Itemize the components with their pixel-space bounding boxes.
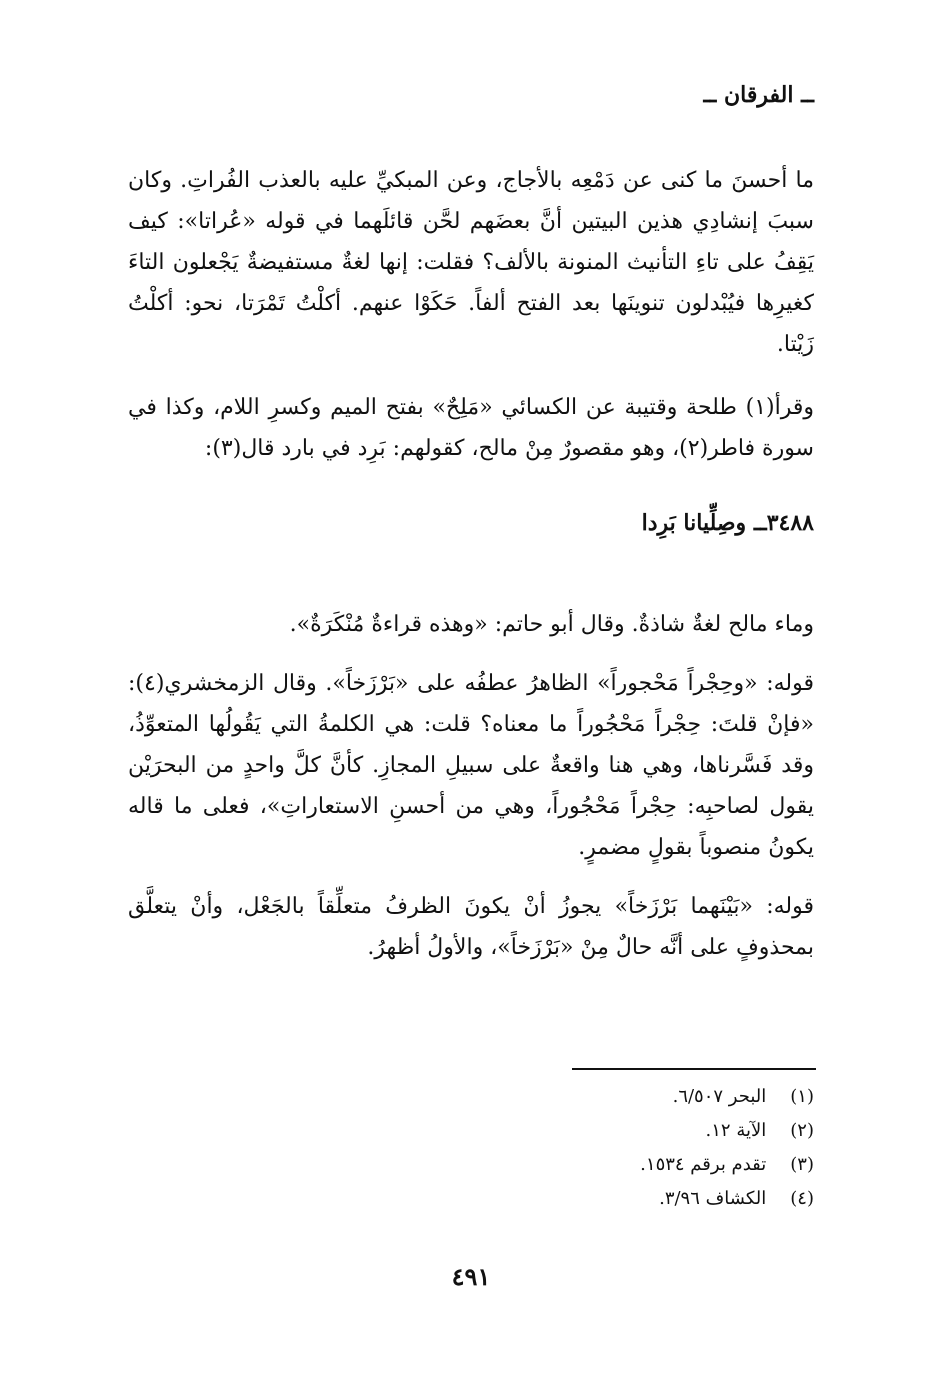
footnote-item: [514, 1114, 814, 1148]
footnote-separator: [572, 1068, 816, 1070]
footnote-item: [514, 1148, 814, 1182]
footnote-number: (١): [790, 1086, 814, 1107]
verse-line: ٣٤٨٨ــ وصِلِّيانا بَرِدا: [641, 510, 814, 536]
footnote-text: تقدم برقم ١٥٣٤.: [640, 1154, 767, 1175]
paragraph: ما أحسنَ ما كنى عن دَمْعِه بالأجاج، وعن المبكيِّ عليه بالعذب الفُراتِ. وكان سببَ إنشادِي هذين البيتين أنَّ بعضَهم لحَّن قائلَهما في قوله «عُراتا»: كيف يَقِفُ على تاءِ التأنيث المنونة بالألف؟ فقلت: إنها لغةٌ مستفيضةٌ يَجْعلون التاءَ كغيرِها فيُبْدلون تنوينَها بعد الفتح ألفاً. حَكَوْا عنهم. أكلْتُ تَمْرَتا، نحو: أكلْتُ زَيْتا.: [128, 168, 814, 357]
running-header: ــ الفرقان ــ: [703, 82, 814, 108]
paragraph: وماء مالح لغةٌ شاذةٌ. وقال أبو حاتم: «وهذه قراءةٌ مُنْكَرَةٌ».: [289, 612, 814, 637]
footnote-number: (٣): [790, 1154, 814, 1175]
footnote-text: الآية ١٢.: [705, 1120, 767, 1141]
footnote-item: [514, 1182, 814, 1216]
footnote-number: (٤): [790, 1188, 814, 1209]
paragraph-block-2: [128, 604, 814, 968]
footnotes: [514, 1080, 814, 1216]
paragraph: قوله: «بَيْنَهما بَرْزَخاً» يجوزُ أنْ يكونَ الظرفُ متعلِّقاً بالجَعْل، وأنْ يتعلَّق بمحذوفٍ على أنَّه حالٌ مِنْ «بَرْزَخاً»، والأولُ أظهرُ.: [128, 894, 814, 960]
paragraph-block-1: [128, 160, 814, 469]
footnote-text: البحر ٦/٥٠٧.: [672, 1086, 767, 1107]
footnote-number: (٢): [790, 1120, 814, 1141]
footnote-text: الكشاف ٣/٩٦.: [659, 1188, 767, 1209]
paragraph: وقرأ(١) طلحة وقتيبة عن الكسائي «مَلِحٌ» بفتح الميم وكسرِ اللام، وكذا في سورة فاطر(٢)، وهو مقصورٌ مِنْ مالح، كقولهم: بَرِد في بارد قال(٣):: [128, 395, 814, 461]
page-number: ٤٩١: [451, 1262, 491, 1291]
paragraph: قوله: «وحِجْراً مَحْجوراً» الظاهرُ عطفُه على «بَرْزَخاً». وقال الزمخشري(٤): «فإنْ قلتَ: حِجْراً مَحْجُوراً ما معناه؟ قلت: هي الكلمةُ التي يَقُولُها المتعوِّذُ، وقد فَسَّرناها، وهي هنا واقعةٌ على سبيلِ المجازِ. كأنَّ كلَّ واحدٍ من البحرَيْن يقول لصاحبِه: حِجْراً مَحْجُوراً، وهي من أحسنِ الاستعاراتِ»، فعلى ما قاله يكونُ منصوباً بقولٍ مضمرٍ.: [128, 671, 814, 860]
footnote-item: [514, 1080, 814, 1114]
